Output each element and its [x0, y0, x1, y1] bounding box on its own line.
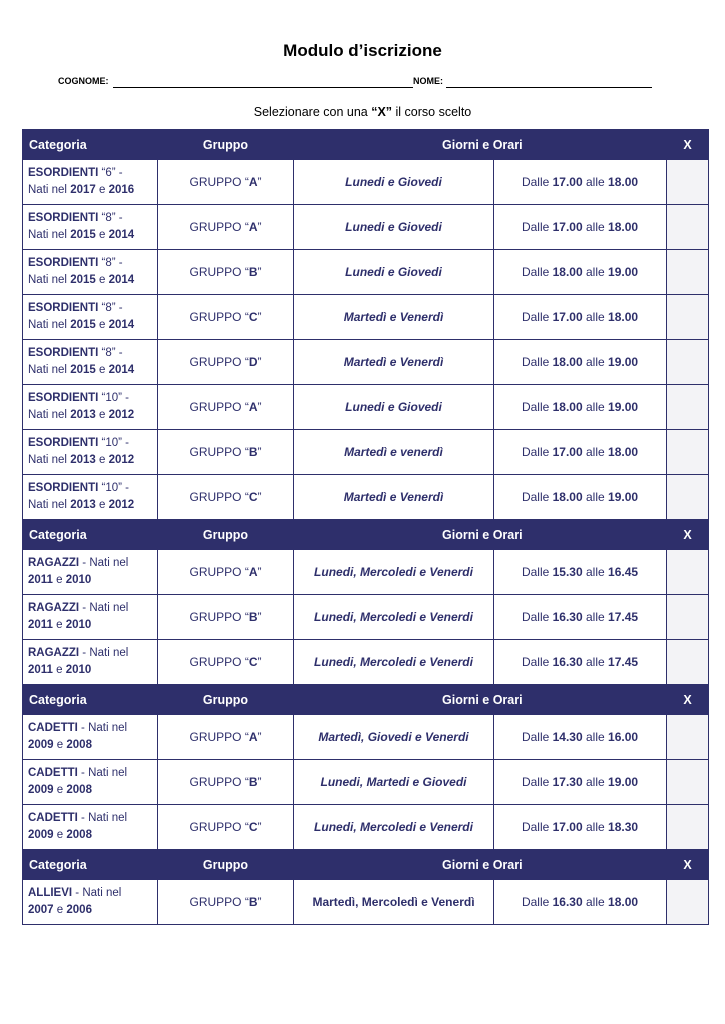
table-row: [23, 550, 709, 595]
time-cell: Dalle 17.00 alle 18.00: [494, 295, 667, 340]
group-cell: GRUPPO “A”: [158, 385, 294, 430]
days-cell: Martedì e Venerdì: [294, 475, 494, 520]
table-row: [23, 880, 709, 925]
selection-box[interactable]: [667, 805, 709, 850]
courses-table: [22, 129, 709, 925]
group-cell: GRUPPO “A”: [158, 550, 294, 595]
header-giorni-orari: Giorni e Orari: [494, 685, 667, 715]
time-cell: Dalle 16.30 alle 18.00: [494, 880, 667, 925]
selection-box[interactable]: [667, 475, 709, 520]
days-cell: Lunedi, Mercoledi e Venerdi: [294, 805, 494, 850]
group-cell: GRUPPO “B”: [158, 760, 294, 805]
header-gruppo: Gruppo: [158, 520, 294, 550]
table-row: [23, 250, 709, 295]
selection-box[interactable]: [667, 205, 709, 250]
days-cell: Martedì e venerdì: [294, 430, 494, 475]
surname-field[interactable]: [113, 87, 413, 88]
group-cell: GRUPPO “A”: [158, 715, 294, 760]
selection-box[interactable]: [667, 385, 709, 430]
category-cell: RAGAZZI - Nati nel 2011 e 2010: [23, 640, 158, 685]
header-giorni-orari: Giorni e Orari: [494, 520, 667, 550]
time-cell: Dalle 15.30 alle 16.45: [494, 550, 667, 595]
category-cell: CADETTI - Nati nel 2009 e 2008: [23, 760, 158, 805]
table-row: [23, 715, 709, 760]
group-cell: GRUPPO “A”: [158, 205, 294, 250]
group-cell: GRUPPO “B”: [158, 430, 294, 475]
form-title: Modulo d’iscrizione: [283, 41, 442, 60]
table-row: [23, 160, 709, 205]
time-cell: Dalle 18.00 alle 19.00: [494, 340, 667, 385]
name-label: NOME:: [413, 76, 443, 86]
table-row: [23, 595, 709, 640]
selection-box[interactable]: [667, 880, 709, 925]
selection-box[interactable]: [667, 640, 709, 685]
time-cell: Dalle 18.00 alle 19.00: [494, 475, 667, 520]
course-tables: [22, 129, 708, 925]
header-categoria: Categoria: [23, 130, 158, 160]
group-cell: GRUPPO “B”: [158, 880, 294, 925]
name-field[interactable]: [446, 87, 652, 88]
table-row: [23, 295, 709, 340]
category-cell: ESORDIENTI “8” - Nati nel 2015 e 2014: [23, 295, 158, 340]
days-cell: Martedì e Venerdì: [294, 340, 494, 385]
table-row: [23, 205, 709, 250]
table-header: [23, 520, 709, 550]
time-cell: Dalle 17.00 alle 18.00: [494, 430, 667, 475]
table-row: [23, 760, 709, 805]
category-cell: CADETTI - Nati nel 2009 e 2008: [23, 805, 158, 850]
days-cell: Lunedi, Mercoledi e Venerdi: [294, 550, 494, 595]
selection-box[interactable]: [667, 595, 709, 640]
group-cell: GRUPPO “C”: [158, 805, 294, 850]
time-cell: Dalle 14.30 alle 16.00: [494, 715, 667, 760]
table-header: [23, 130, 709, 160]
group-cell: GRUPPO “C”: [158, 295, 294, 340]
group-cell: GRUPPO “D”: [158, 340, 294, 385]
table-row: [23, 430, 709, 475]
category-cell: ESORDIENTI “8” - Nati nel 2015 e 2014: [23, 205, 158, 250]
header-categoria: Categoria: [23, 520, 158, 550]
category-cell: ESORDIENTI “10” - Nati nel 2013 e 2012: [23, 475, 158, 520]
group-cell: GRUPPO “B”: [158, 595, 294, 640]
days-cell: Martedì, Giovedi e Venerdi: [294, 715, 494, 760]
days-cell: Lunedi e Giovedi: [294, 205, 494, 250]
table-row: [23, 340, 709, 385]
group-cell: GRUPPO “C”: [158, 475, 294, 520]
category-cell: ALLIEVI - Nati nel 2007 e 2006: [23, 880, 158, 925]
time-cell: Dalle 17.00 alle 18.30: [494, 805, 667, 850]
table-row: [23, 385, 709, 430]
header-gruppo: Gruppo: [158, 850, 294, 880]
days-cell: Lunedi, Mercoledi e Venerdi: [294, 595, 494, 640]
days-cell: Lunedi e Giovedi: [294, 385, 494, 430]
selection-box[interactable]: [667, 715, 709, 760]
category-cell: ESORDIENTI “6” - Nati nel 2017 e 2016: [23, 160, 158, 205]
header-gruppo: Gruppo: [158, 685, 294, 715]
days-cell: Lunedi, Martedi e Giovedi: [294, 760, 494, 805]
category-cell: RAGAZZI - Nati nel 2011 e 2010: [23, 595, 158, 640]
time-cell: Dalle 16.30 alle 17.45: [494, 595, 667, 640]
group-cell: GRUPPO “B”: [158, 250, 294, 295]
header-categoria: Categoria: [23, 685, 158, 715]
days-cell: Lunedi, Mercoledi e Venerdi: [294, 640, 494, 685]
surname-label: COGNOME:: [58, 76, 109, 86]
header-x: X: [667, 850, 709, 880]
selection-box[interactable]: [667, 250, 709, 295]
table-row: [23, 640, 709, 685]
group-cell: GRUPPO “C”: [158, 640, 294, 685]
category-cell: ESORDIENTI “8” - Nati nel 2015 e 2014: [23, 250, 158, 295]
days-cell: Martedì, Mercoledì e Venerdì: [294, 880, 494, 925]
selection-box[interactable]: [667, 760, 709, 805]
time-cell: Dalle 17.30 alle 19.00: [494, 760, 667, 805]
header-categoria: Categoria: [23, 850, 158, 880]
time-cell: Dalle 17.00 alle 18.00: [494, 160, 667, 205]
category-cell: ESORDIENTI “10” - Nati nel 2013 e 2012: [23, 385, 158, 430]
time-cell: Dalle 18.00 alle 19.00: [494, 385, 667, 430]
days-cell: Martedì e Venerdì: [294, 295, 494, 340]
category-cell: ESORDIENTI “10” - Nati nel 2013 e 2012: [23, 430, 158, 475]
header-x: X: [667, 520, 709, 550]
instructions: Selezionare con una “X” il corso scelto: [253, 105, 472, 119]
time-cell: Dalle 16.30 alle 17.45: [494, 640, 667, 685]
time-cell: Dalle 18.00 alle 19.00: [494, 250, 667, 295]
selection-box[interactable]: [667, 160, 709, 205]
days-cell: Lunedi e Giovedi: [294, 250, 494, 295]
header-x: X: [667, 130, 709, 160]
table-header: [23, 685, 709, 715]
table-header: [23, 850, 709, 880]
category-cell: RAGAZZI - Nati nel 2011 e 2010: [23, 550, 158, 595]
selection-box[interactable]: [667, 430, 709, 475]
time-cell: Dalle 17.00 alle 18.00: [494, 205, 667, 250]
days-cell: Lunedi e Giovedi: [294, 160, 494, 205]
selection-box[interactable]: [667, 340, 709, 385]
header-giorni-orari: Giorni e Orari: [494, 130, 667, 160]
header-giorni-orari: Giorni e Orari: [494, 850, 667, 880]
selection-box[interactable]: [667, 550, 709, 595]
table-row: [23, 475, 709, 520]
selection-box[interactable]: [667, 295, 709, 340]
category-cell: ESORDIENTI “8” - Nati nel 2015 e 2014: [23, 340, 158, 385]
table-row: [23, 805, 709, 850]
header-x: X: [667, 685, 709, 715]
category-cell: CADETTI - Nati nel 2009 e 2008: [23, 715, 158, 760]
header-gruppo: Gruppo: [158, 130, 294, 160]
group-cell: GRUPPO “A”: [158, 160, 294, 205]
